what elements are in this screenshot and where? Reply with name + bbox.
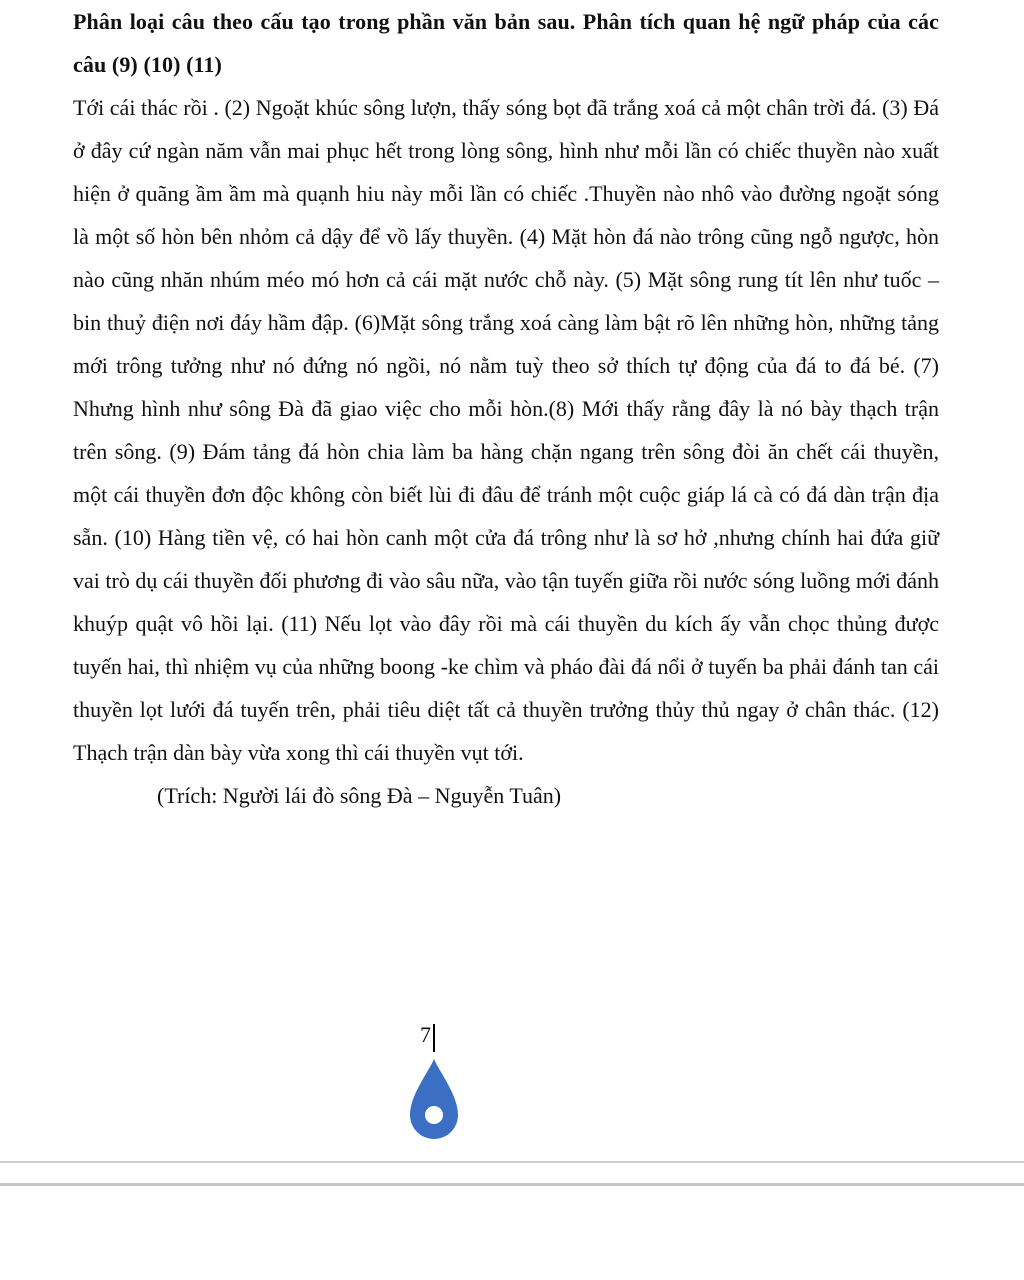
document-content[interactable]: [73, 0, 939, 817]
page-divider: [0, 1161, 1024, 1163]
passage-text: Tới cái thác rồi . (2) Ngoặt khúc sông lượn, thấy sóng bọt đã trắng xoá cả một chân trời đá. (3) Đá ở đây cứ ngàn năm vẫn mai phục hết trong lòng sông, hình như mỗi lần có chiếc thuyền nào xuất hiện ở quãng ầm ầm mà quạnh hiu này mỗi lần có chiếc .Thuyền nào nhô vào đường ngoặt sóng là một số hòn bên nhỏm cả dậy để vồ lấy thuyền. (4) Mặt hòn đá nào trông cũng ngỗ ngược, hòn nào cũng nhăn nhúm méo mó hơn cả cái mặt nước chỗ này. (5) Mặt sông rung tít lên như tuốc – bin thuỷ điện nơi đáy hầm đập. (6)Mặt sông trắng xoá càng làm bật rõ lên những hòn, những tảng mới trông tưởng như nó đứng nó ngồi, nó nằm tuỳ theo sở thích tự động của đá to đá bé. (7) Nhưng hình như sông Đà đã giao việc cho mỗi hòn.(8) Mới thấy rằng đây là nó bày thạch trận trên sông. (9) Đám tảng đá hòn chia làm ba hàng chặn ngang trên sông đòi ăn chết cái thuyền, một cái thuyền đơn độc không còn biết lùi đi đâu để tránh một cuộc giáp lá cà có đá dàn trận địa sẵn. (10) Hàng tiền vệ, có hai hòn canh một cửa đá trông như là sơ hở ,nhưng chính hai đứa giữ vai trò dụ cái thuyền đối phương đi vào sâu nữa, vào tận tuyến giữa rồi nước sóng luồng mới đánh khuýp quật vô hồi lại. (11) Nếu lọt vào đây rồi mà cái thuyền du kích ấy vẫn chọc thủng được tuyến hai, thì nhiệm vụ của những boong -ke chìm và pháo đài đá nổi ở tuyến ba phải đánh tan cái thuyền lọt lưới đá tuyến trên, phải tiêu diệt tất cả thuyền trưởng thủy thủ ngay ở chân thác. (12) Thạch trận dàn bày vừa xong thì cái thuyền vụt tới.: [73, 95, 939, 765]
question-heading: Phân loại câu theo cấu tạo trong phần văn bản sau. Phân tích quan hệ ngữ pháp của các câu (9) (10) (11): [73, 9, 939, 77]
citation: (Trích: Người lái đò sông Đà – Nguyễn Tuân): [157, 783, 562, 808]
page-divider: [0, 1183, 1024, 1186]
teardrop-handle-icon[interactable]: [406, 1057, 462, 1143]
text-cursor: [433, 1024, 435, 1052]
page-number[interactable]: 7: [420, 1022, 431, 1047]
